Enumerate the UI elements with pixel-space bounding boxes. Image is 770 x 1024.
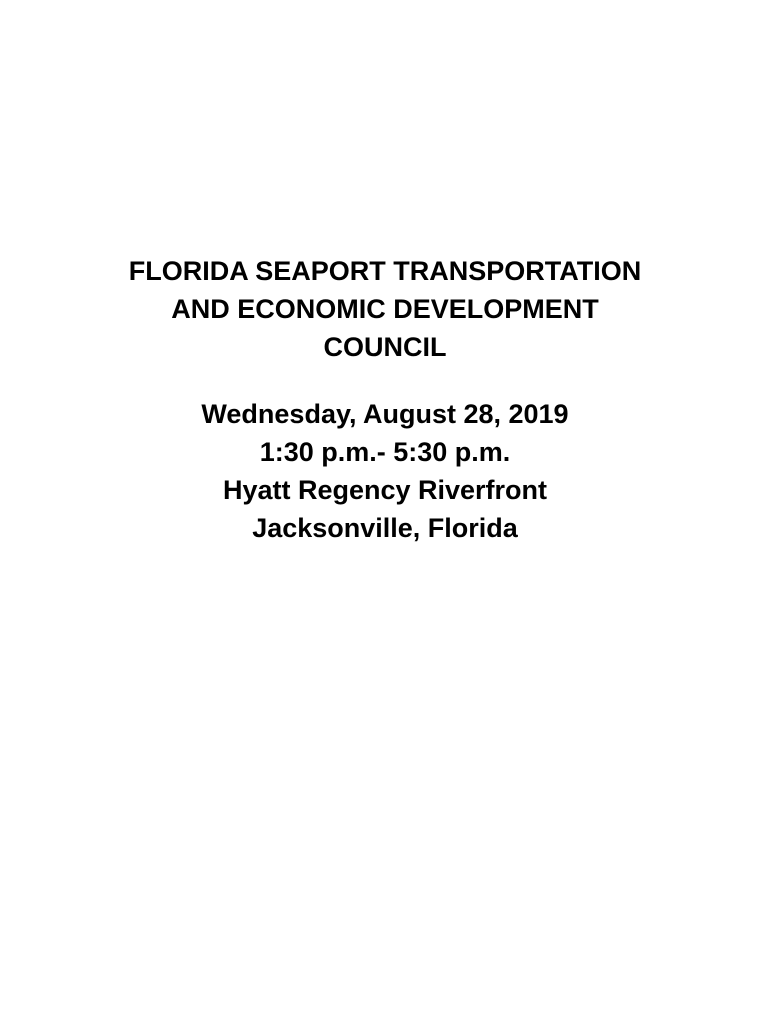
- meeting-location: Jacksonville, Florida: [252, 513, 518, 543]
- title-line-1: FLORIDA SEAPORT TRANSPORTATION: [128, 256, 642, 286]
- document-title: [0, 252, 770, 366]
- title-line-3: COUNCIL: [323, 332, 447, 362]
- cover-block: [0, 252, 770, 547]
- meeting-date: Wednesday, August 28, 2019: [201, 399, 569, 429]
- meeting-venue: Hyatt Regency Riverfront: [222, 475, 548, 505]
- meeting-details: [0, 395, 770, 547]
- title-line-2: AND ECONOMIC DEVELOPMENT: [171, 294, 599, 324]
- meeting-time: 1:30 p.m.- 5:30 p.m.: [259, 437, 511, 467]
